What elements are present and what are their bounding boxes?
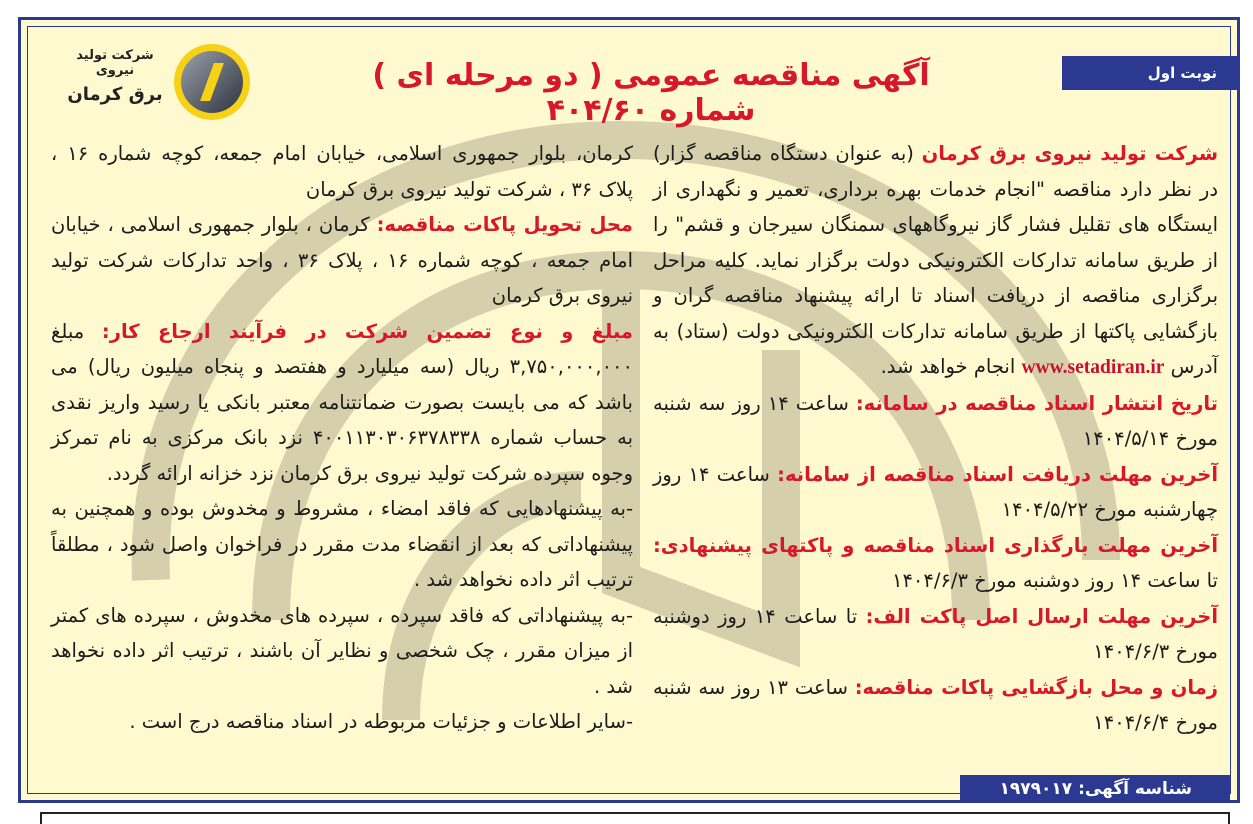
schedule-item-upload-deadline bbox=[653, 528, 1218, 599]
item-value: تا ساعت ۱۴ روز دوشنبه مورخ ۱۴۰۴/۶/۳ bbox=[653, 604, 1218, 663]
item-label: آخرین مهلت دریافت اسناد مناقصه از سامانه: bbox=[777, 462, 1219, 486]
schedule-item-download-deadline bbox=[653, 457, 1218, 528]
item-value: کرمان ، بلوار جمهوری اسلامی ، خیابان امام جمعه ، کوچه شماره ۱۶ ، پلاک ۳۶ ، واحد تدارکات شرکت تولید نیروی برق کرمان bbox=[51, 213, 634, 307]
tender-notice bbox=[18, 17, 1240, 803]
item-label: آخرین مهلت بارگذاری اسناد مناقصه و پاکتهای پیشنهادی: bbox=[653, 533, 1218, 557]
intro-paragraph bbox=[653, 136, 1218, 386]
item-value: ساعت ۱۴ روز سه شنبه مورخ ۱۴۰۴/۵/۱۴ bbox=[653, 391, 1218, 450]
ad-id-badge: شناسه آگهی: ۱۹۷۹۰۱۷ bbox=[960, 775, 1230, 803]
notice-title: آگهی مناقصه عمومی ( دو مرحله ای ) شماره ۴۰۴/۶۰ bbox=[372, 58, 930, 128]
item-label: تاریخ انتشار اسناد مناقصه در سامانه: bbox=[855, 391, 1218, 415]
address-continuation: کرمان، بلوار جمهوری اسلامی، خیابان امام جمعه، کوچه شماره ۱۶ ، پلاک ۳۶ ، شرکت تولید نیروی برق کرمان bbox=[51, 142, 633, 201]
note-1: -به پیشنهادهایی که فاقد امضاء ، مشروط و مخدوش بوده و همچنین به پیشنهاداتی که بعد از انقضاء مدت مقرر در فراخوان واصل شود ، مطلقاً ترتیب اثر داده نخواهد شد . bbox=[51, 497, 633, 591]
logo-line2: برق کرمان bbox=[67, 84, 163, 105]
item-label: مبلغ و نوع تضمین شرکت در فرآیند ارجاع کار: bbox=[101, 319, 633, 343]
note-3: -سایر اطلاعات و جزئیات مربوطه در اسناد مناقصه درج است . bbox=[129, 710, 633, 733]
item-label: محل تحویل پاکات مناقصه: bbox=[376, 213, 633, 236]
intro-text: (به عنوان دستگاه مناقصه گزار) در نظر دارد مناقصه "انجام خدمات بهره برداری، تعمیر و نگهداری از ایستگاه های تقلیل فشار گاز نیروگاههای سمنگان سیرجان و قشم" را از طریق سامانه تدارکات الکترونیکی دولت برگزار نماید. کلیه مراحل برگزاری مناقصه از دریافت اسناد تا ارائه پیشنهاد مناقصه گران و بازگشایی پاکتها از طریق سامانه تدارکات الکترونیکی دولت (ستاد) به آدرس bbox=[653, 142, 1218, 378]
schedule-item-opening bbox=[653, 670, 1218, 741]
schedule-item-envelope-a bbox=[653, 599, 1218, 670]
logo-line1: شرکت تولید نیروی bbox=[76, 48, 154, 78]
right-column bbox=[653, 136, 1218, 741]
next-ad-border bbox=[40, 812, 1230, 824]
edition-badge: نوبت اول bbox=[1062, 56, 1237, 90]
company-name: شرکت تولید نیروی برق کرمان bbox=[921, 142, 1218, 165]
delivery-place bbox=[51, 207, 633, 314]
intro-text-end: انجام خواهد شد. bbox=[880, 355, 1022, 378]
guarantee bbox=[51, 314, 633, 492]
note-2: -به پیشنهاداتی که فاقد سپرده ، سپرده های مخدوش ، سپرده های کمتر از میزان مقرر ، چک شخصی و نظایر آن باشند ، ترتیب اثر داده نخواهد شد . bbox=[51, 603, 633, 698]
company-logo-text bbox=[61, 48, 169, 105]
setad-link[interactable]: www.setadiran.ir bbox=[1021, 357, 1165, 378]
item-value: مبلغ ۳,۷۵۰,۰۰۰,۰۰۰ ریال (سه میلیارد و هفتصد و پنجاه میلیون ریال) می باشد که می بایست بصورت ضمانتنامه معتبر بانکی یا رسید واریز نقدی به حساب شماره ۴۰۰۱۱۳۰۳۰۶۳۷۸۳۳۸ نزد بانک مرکزی به نام تمرکز وجوه سپرده شرکت تولید نیروی برق کرمان نزد خزانه ارائه گردد. bbox=[51, 319, 633, 485]
left-column bbox=[51, 136, 633, 740]
item-label: آخرین مهلت ارسال اصل پاکت الف: bbox=[865, 604, 1218, 628]
item-value: ساعت ۱۳ روز سه شنبه مورخ ۱۴۰۴/۶/۴ bbox=[653, 675, 1218, 734]
item-label: زمان و محل بازگشایی پاکات مناقصه: bbox=[854, 675, 1219, 699]
item-value: ساعت ۱۴ روز چهارشنبه مورخ ۱۴۰۴/۵/۲۲ bbox=[653, 462, 1218, 521]
company-logo-icon bbox=[174, 44, 250, 120]
schedule-item-publish bbox=[653, 386, 1218, 457]
item-value: تا ساعت ۱۴ روز دوشنبه مورخ ۱۴۰۴/۶/۳ bbox=[891, 569, 1218, 592]
